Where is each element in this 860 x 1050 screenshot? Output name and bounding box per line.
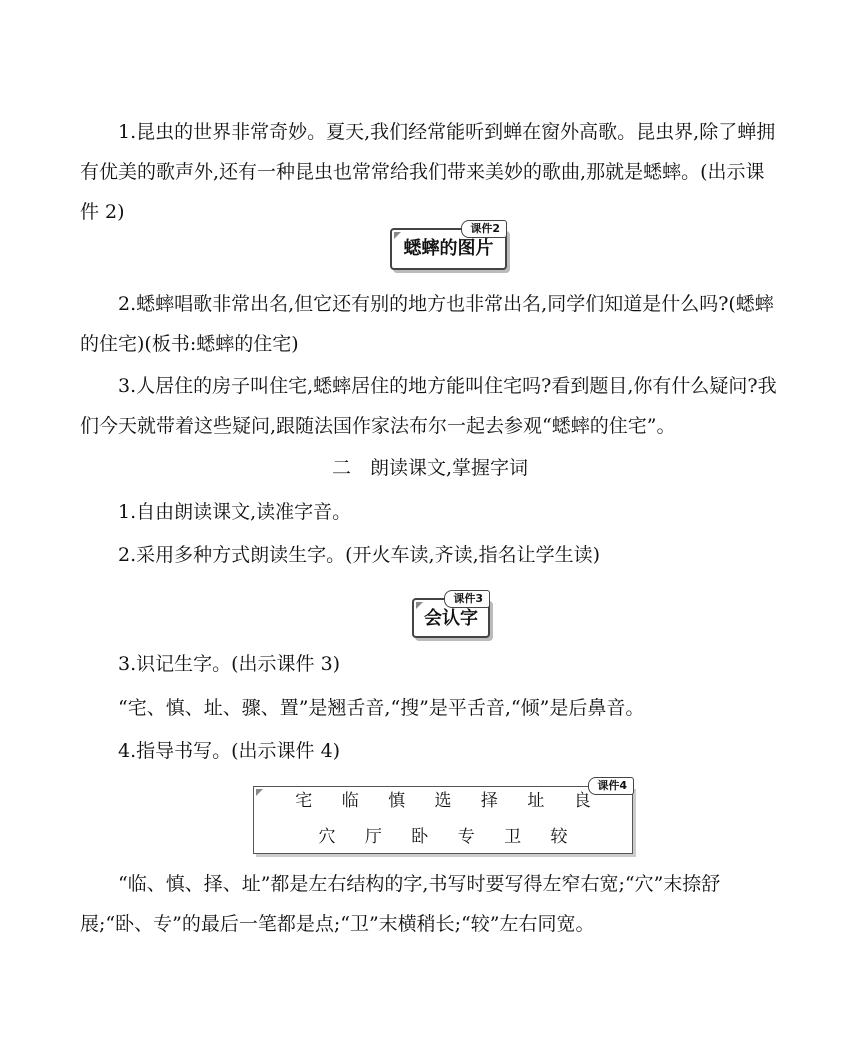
character: 临 <box>341 791 359 811</box>
character: 良 <box>573 791 591 811</box>
character: 宅 <box>295 791 313 811</box>
character: 卧 <box>411 827 429 847</box>
character: 厅 <box>364 827 382 847</box>
courseware-2-label: 课件2 <box>461 220 507 238</box>
character: 择 <box>480 791 498 811</box>
courseware-2-card <box>390 222 507 270</box>
paragraph-structure-notes: “临、慎、择、址”都是左右结构的字,书写时要写得左窄右宽;“穴”末捺舒展;“卧、专”的最后一笔都是点;“卫”末横稍长;“较”左右同宽。 <box>80 873 721 935</box>
paragraph-pronunciation: “宅、慎、址、骤、置”是翘舌音,“搜”是平舌音,“倾”是后鼻音。 <box>118 697 645 719</box>
paragraph-doubts: 3.人居住的房子叫住宅,蟋蟀居住的地方能叫住宅吗?看到题目,你有什么疑问?我们今天就带着这些疑问,跟随法国作家法布尔一起去参观“蟋蟀的住宅”。 <box>80 375 777 437</box>
paragraph-intro: 1.昆虫的世界非常奇妙。夏天,我们经常能听到蝉在窗外高歌。昆虫界,除了蝉拥有优美的歌声外,还有一种昆虫也常常给我们带来美妙的歌曲,那就是蟋蟀。(出示课件 2) <box>80 121 776 223</box>
corner-mark-icon <box>394 232 401 239</box>
character: 慎 <box>388 791 406 811</box>
paragraph-writing-guide: 4.指导书写。(出示课件 4) <box>118 740 341 762</box>
corner-mark-icon <box>416 602 423 609</box>
character: 选 <box>434 791 452 811</box>
courseware-2-title: 蟋蟀的图片 <box>403 238 494 259</box>
character: 较 <box>550 827 568 847</box>
courseware-4-card <box>253 779 633 854</box>
courseware-4-label: 课件4 <box>588 777 634 795</box>
section-heading: 二 朗读课文,掌握字词 <box>331 457 529 479</box>
courseware-3-label: 课件3 <box>444 590 490 608</box>
paragraph-question: 2.蟋蟀唱歌非常出名,但它还有别的地方也非常出名,同学们知道是什么吗?(蟋蟀的住宅)(板书:蟋蟀的住宅) <box>80 293 774 355</box>
courseware-3-title: 会认字 <box>424 608 478 629</box>
character: 专 <box>457 827 475 847</box>
paragraph-read-aloud: 1.自由朗读课文,读准字音。 <box>118 501 352 523</box>
character: 址 <box>527 791 545 811</box>
paragraph-memorize: 3.识记生字。(出示课件 3) <box>118 653 341 675</box>
character: 卫 <box>504 827 522 847</box>
paragraph-read-methods: 2.采用多种方式朗读生字。(开火车读,齐读,指名让学生读) <box>118 544 601 566</box>
courseware-3-card <box>412 592 490 638</box>
characters-row-2 <box>254 825 632 849</box>
character: 穴 <box>318 827 336 847</box>
characters-row-1 <box>254 789 632 813</box>
